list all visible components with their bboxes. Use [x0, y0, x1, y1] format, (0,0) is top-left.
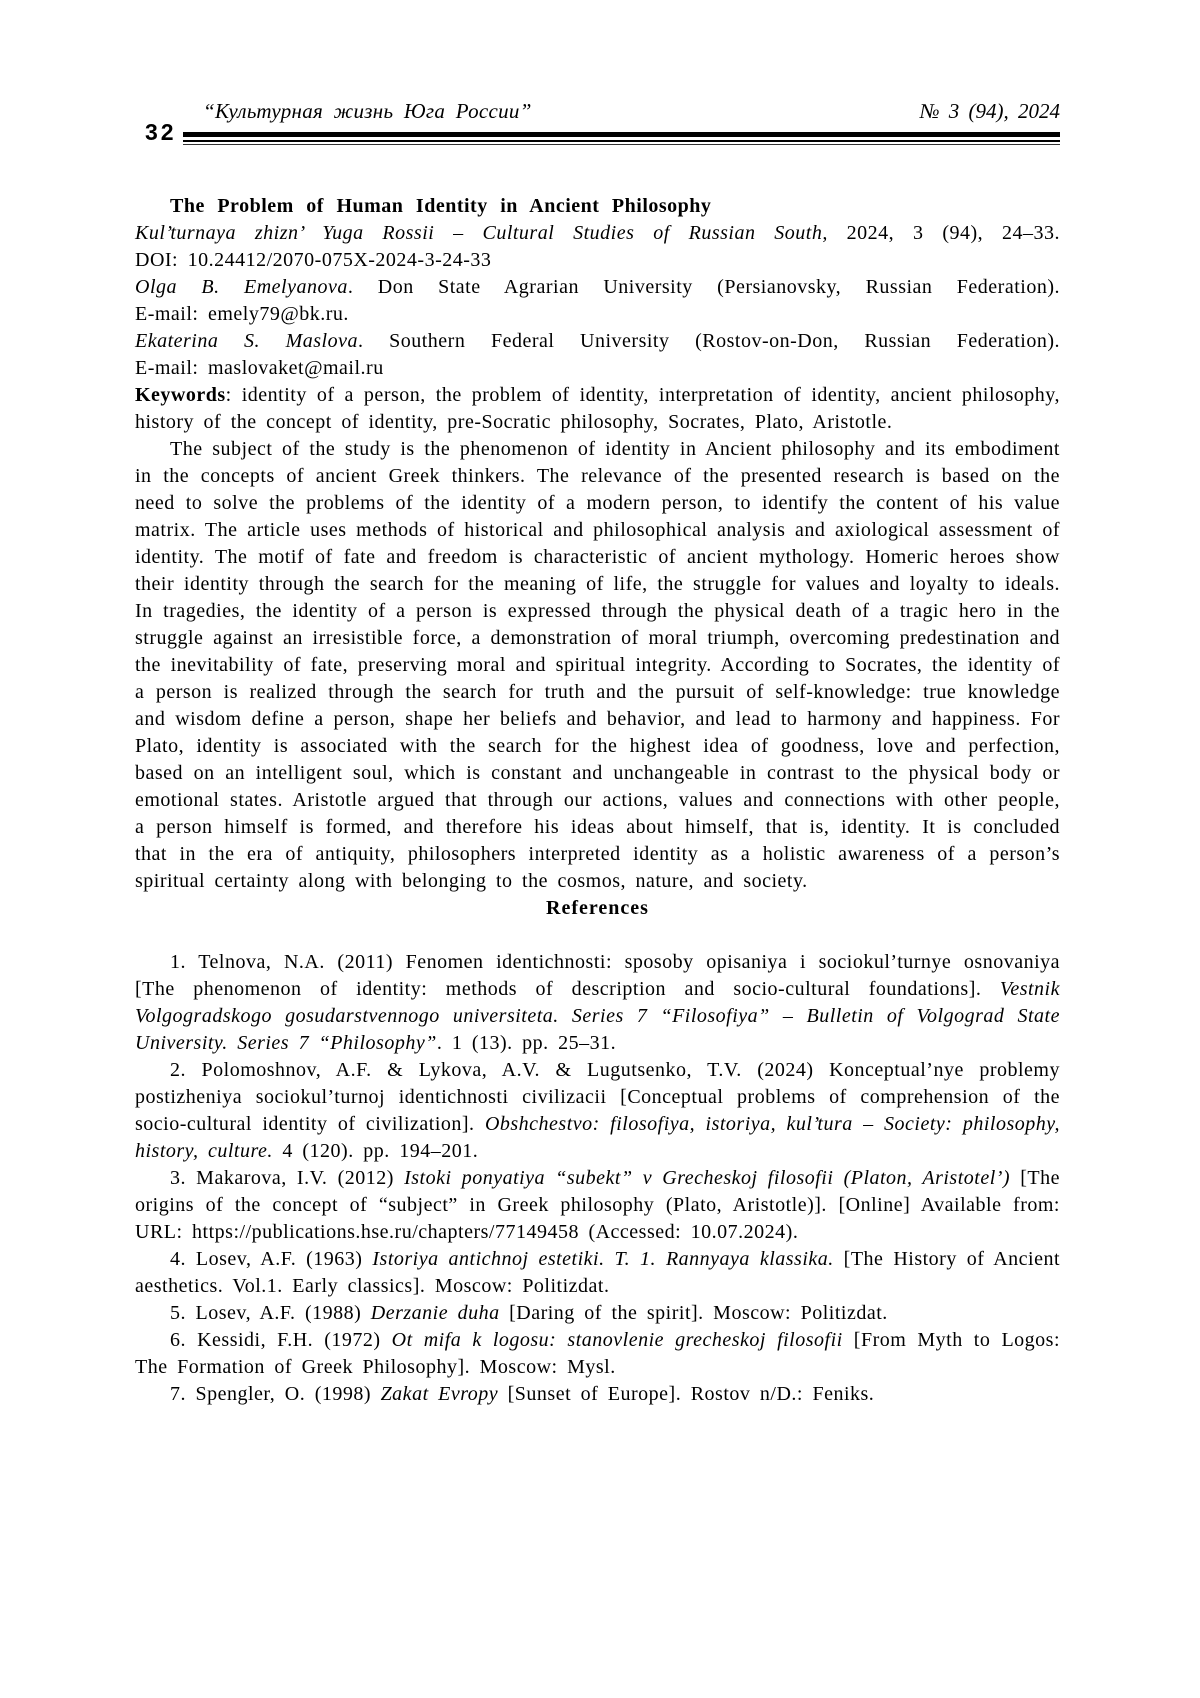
header-rule-thick: [183, 132, 1060, 137]
text-run: Kul’turnaya zhizn’ Yuga Rossii – Cultural Studies of Russian South,: [135, 222, 828, 244]
text-run: 4 (120). pp. 194–201.: [272, 1140, 479, 1162]
references-list: [135, 949, 1060, 1408]
reference-item: [135, 1165, 1060, 1246]
text-run: 2024, 3 (94), 24–33.: [827, 222, 1061, 244]
header-rule-mid: [183, 140, 1060, 142]
text-run: Vestnik Volgogradskogo gosudarstvennogo universiteta. Series 7 “Filosofiya” – Bulletin of Volgograd State University. Series 7 “Philosophy”: [135, 978, 1060, 1054]
reference-item: [135, 1381, 1060, 1408]
text-run: . Don State Agrarian University (Persianovsky, Russian Federation).: [347, 276, 1060, 298]
reference-item: [135, 1327, 1060, 1381]
text-run: Istoriya antichnoj estetiki. T. 1. Rannyaya klassika.: [372, 1248, 834, 1270]
citation-line: [135, 220, 1060, 247]
text-run: 3. Makarova, I.V. (2012): [170, 1167, 405, 1189]
text-run: : identity of a person, the problem of identity, interpretation of identity, ancient philosophy, history of the concept of identity, pre-Socratic philosophy, Socrates, Plato, Aristotle.: [135, 384, 1060, 433]
reference-item: [135, 1300, 1060, 1327]
text-run: Olga B. Emelyanova: [135, 276, 348, 298]
text-run: Derzanie duha: [370, 1302, 500, 1324]
keywords-line: [135, 382, 1060, 436]
text-run: . 1 (13). pp. 25–31.: [436, 1032, 617, 1054]
article-title: The Problem of Human Identity in Ancient Philosophy: [170, 195, 712, 217]
text-run: [Sunset of Europe]. Rostov n/D.: Feniks.: [498, 1383, 875, 1405]
article-body: [135, 193, 1060, 1408]
text-run: Ot mifa k logosu: stanovlenie grecheskoj filosofii: [391, 1329, 843, 1351]
doi-line: DOI: 10.24412/2070-075X-2024-3-24-33: [135, 249, 492, 271]
author-email-2: E-mail: maslovaket@mail.ru: [135, 357, 384, 379]
text-run: . Southern Federal University (Rostov-on-Don, Russian Federation).: [358, 330, 1060, 352]
author-entry-2: [135, 328, 1060, 355]
text-run: 1. Telnova, N.A. (2011) Fenomen identichnosti: sposoby opisaniya i sociokul’turnye osnovaniya [The phenomenon of identity: methods of description and socio-cultural foundations].: [135, 951, 1060, 1000]
text-run: 5. Losev, A.F. (1988): [170, 1302, 371, 1324]
issue-info: № 3 (94), 2024: [919, 99, 1060, 123]
page-number: 32: [145, 119, 177, 145]
text-run: [The History of Ancient aesthetics. Vol.1. Early classics]. Moscow: Politizdat.: [135, 1248, 1061, 1297]
text-run: 4. Losev, A.F. (1963): [170, 1248, 373, 1270]
text-run: Keywords: [135, 384, 226, 406]
author-email-1: E-mail: emely79@bk.ru.: [135, 303, 349, 325]
text-run: 7. Spengler, O. (1998): [170, 1383, 381, 1405]
abstract-paragraph: The subject of the study is the phenomenon of identity in Ancient philosophy and its embodiment in the concepts of ancient Greek thinkers. The relevance of the presented research is based on the need to solve the problems of the identity of a modern person, to identify the content of his value matrix. The article uses methods of historical and philosophical analysis and axiological assessment of identity. The motif of fate and freedom is characteristic of ancient mythology. Homeric heroes show their identity through the search for the meaning of life, the struggle for values and loyalty to ideals. In tragedies, the identity of a person is expressed through the physical death of a tragic hero in the struggle against an irresistible force, a demonstration of moral triumph, overcoming predestination and the inevitability of fate, preserving moral and spiritual integrity. According to Socrates, the identity of a person is realized through the search for truth and the pursuit of self-knowledge: true knowledge and wisdom define a person, shape her beliefs and behavior, and lead to harmony and happiness. For Plato, identity is associated with the search for the highest idea of goodness, love and perfection, based on an intelligent soul, which is constant and unchangeable in contrast to the physical body or emotional states. Aristotle argued that through our actions, values and connections with other people, a person himself is formed, and therefore his ideas about himself, that is, identity. It is concluded that in the era of antiquity, philosophers interpreted identity as a holistic awareness of a person’s spiritual certainty along with belonging to the cosmos, nature, and society.: [135, 438, 1060, 892]
text-run: Obshchestvo: filosofiya, istoriya, kul’tura – Society: philosophy, history, culture.: [135, 1113, 1060, 1162]
references-heading: References: [546, 897, 649, 919]
text-run: 2. Polomoshnov, A.F. & Lykova, A.V. & Lugutsenko, T.V. (2024) Konceptual’nye problemy postizheniya sociokul’turnoj identichnosti civilizacii [Conceptual problems of comprehension of the socio-cultural identity of civilization].: [135, 1059, 1060, 1135]
author-entry-1: [135, 274, 1060, 301]
header-rule-hairline: [183, 144, 1060, 145]
text-run: Istoki ponyatiya “subekt” v Grecheskoj filosofii (Platon, Aristotel’): [404, 1167, 1011, 1189]
text-run: Zakat Evropy: [380, 1383, 499, 1405]
text-run: [The origins of the concept of “subject” in Greek philosophy (Plato, Aristotle)]. [Online] Available from: URL: https://publications.hse.ru/chapters/77149458 (Accessed: 10.07.2024).: [135, 1167, 1060, 1243]
reference-item: [135, 1246, 1060, 1300]
text-run: [From Myth to Logos: The Formation of Greek Philosophy]. Moscow: Mysl.: [135, 1329, 1061, 1378]
text-run: 6. Kessidi, F.H. (1972): [170, 1329, 392, 1351]
journal-title: “Культурная жизнь Юга России”: [203, 99, 532, 123]
text-run: [Daring of the spirit]. Moscow: Politizdat.: [499, 1302, 888, 1324]
reference-item: [135, 1057, 1060, 1165]
reference-item: [135, 949, 1060, 1057]
text-run: Ekaterina S. Maslova: [135, 330, 358, 352]
